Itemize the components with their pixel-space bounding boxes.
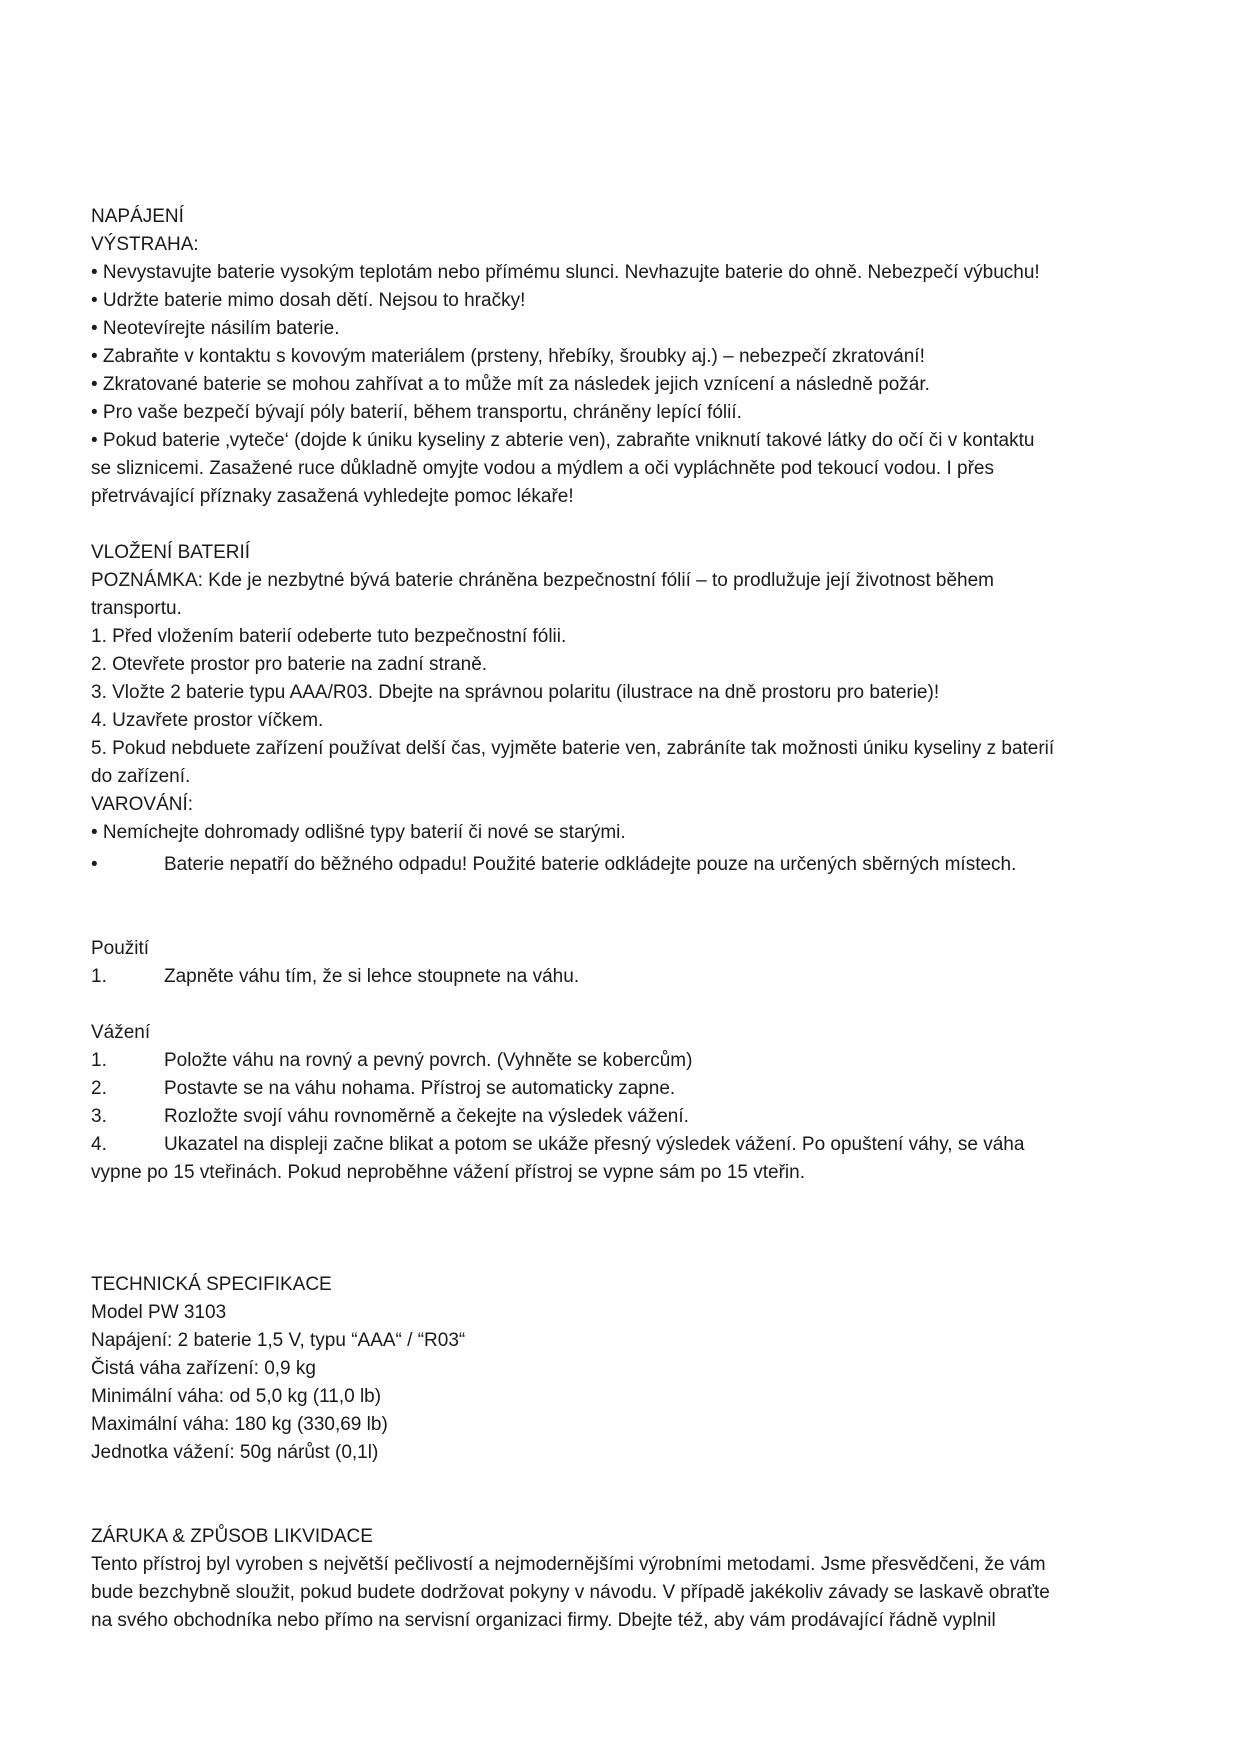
weighing-step-4-continuation: vypne po 15 vteřinách. Pokud neproběhne vážení přístroj se vypne sám po 15 vteřin. [91,1162,805,1183]
section-warranty-heading: ZÁRUKA & ZPŮSOB LIKVIDACE [91,1526,373,1547]
power-bullet: • Nevystavujte baterie vysokým teplotám nebo přímému slunci. Nevhazujte baterie do ohně. Nebezpečí výbuchu! [91,262,1040,283]
battery-step: 4. Uzavřete prostor víčkem. [91,710,324,731]
spacer [91,991,1161,1019]
spacer [91,1187,1161,1271]
power-bullet: • Udržte baterie mimo dosah dětí. Nejsou to hračky! [91,290,526,311]
step-text: Zapněte váhu tím, že si lehce stoupnete na váhu. [164,966,580,987]
battery-step-5-line: 5. Pokud nebduete zařízení používat delší čas, vyjměte baterie ven, zabráníte tak možnosti úniku kyseliny z baterií [91,738,1055,759]
power-bullet-leak-line: se sliznicemi. Zasažené ruce důkladně omyjte vodou a mýdlem a oči vypláchněte pod tekoucí vodou. I přes [91,458,994,479]
step-number: 2. [91,1078,107,1099]
weighing-step [91,1131,1161,1159]
step-number: 3. [91,1106,107,1127]
section-weighing-heading: Vážení [91,1022,151,1043]
step-number: 4. [91,1134,107,1155]
step-text: Ukazatel na displeji začne blikat a potom se ukáže přesný výsledek vážení. Po opuštení váhy, se váha [164,1134,1025,1155]
section-usage-heading: Použití [91,938,150,959]
battery-disposal-bullet [91,851,1161,879]
warranty-line: bude bezchybně sloužit, pokud budete dodržovat pokyny v návodu. V případě jakékoliv závady se laskavě obraťte [91,1582,1050,1603]
power-bullet: • Zkratované baterie se mohou zahřívat a to může mít za následek jejich vznícení a následně požár. [91,374,930,395]
spec-line: Maximální váha: 180 kg (330,69 lb) [91,1414,388,1435]
power-bullet: • Neotevírejte násilím baterie. [91,318,340,339]
section-warranty [91,1523,1161,1635]
warranty-line: Tento přístroj byl vyroben s největší pečlivostí a nejmodernějšími výrobními metodami. Jsme přesvědčeni, že vám [91,1554,1046,1575]
section-power-heading: NAPÁJENÍ [91,206,184,227]
spec-line: Napájení: 2 baterie 1,5 V, typu “AAA“ / “R03“ [91,1330,466,1351]
section-power [91,203,1161,511]
spacer [91,879,1161,935]
battery-note-line: transportu. [91,598,182,619]
step-text: Postavte se na váhu nohama. Přístroj se automaticky zapne. [164,1078,676,1099]
section-battery-heading: VLOŽENÍ BATERIÍ [91,542,251,563]
spec-line: Minimální váha: od 5,0 kg (11,0 lb) [91,1386,382,1407]
spec-line: Model PW 3103 [91,1302,227,1323]
spec-line: Jednotka vážení: 50g nárůst (0,1l) [91,1442,379,1463]
power-bullet-leak-line: přetrvávající příznaky zasažená vyhledejte pomoc lékaře! [91,486,574,507]
disposal-text: Baterie nepatří do běžného odpadu! Použité baterie odkládejte pouze na určených sběrných místech. [164,854,1017,875]
step-text: Rozložte svojí váhu rovnoměrně a čekejte na výsledek vážení. [164,1106,689,1127]
section-weighing [91,1019,1161,1187]
section-spec-heading: TECHNICKÁ SPECIFIKACE [91,1274,332,1295]
step-text: Položte váhu na rovný a pevný povrch. (Vyhněte se kobercům) [164,1050,693,1071]
usage-step [91,963,1161,991]
document-page [91,203,1161,1635]
weighing-step [91,1103,1161,1131]
spacer [91,511,1161,539]
bullet-marker: • [91,854,98,875]
battery-caution-bullet: • Nemíchejte dohromady odlišné typy baterií či nové se starými. [91,822,626,843]
warranty-line: na svého obchodníka nebo přímo na servisní organizaci firmy. Dbejte též, aby vám prodávající řádně vyplnil [91,1610,996,1631]
power-bullet-leak-line: • Pokud baterie ‚vyteče‘ (dojde k úniku kyseliny z abterie ven), zabraňte vniknutí takové látky do očí či v kontaktu [91,430,1035,451]
battery-step: 3. Vložte 2 baterie typu AAA/R03. Dbejte na správnou polaritu (ilustrace na dně prostoru pro baterie)! [91,682,940,703]
battery-note-line: POZNÁMKA: Kde je nezbytné bývá baterie chráněna bezpečnostní fólií – to prodlužuje její životnost během [91,570,995,591]
battery-step-5-line: do zařízení. [91,766,191,787]
power-bullet: • Zabraňte v kontaktu s kovovým materiálem (prsteny, hřebíky, šroubky aj.) – nebezpečí zkratování! [91,346,925,367]
weighing-step [91,1075,1161,1103]
power-warning-label: VÝSTRAHA: [91,234,199,255]
battery-caution-label: VAROVÁNÍ: [91,794,194,815]
spacer [91,1467,1161,1523]
power-bullet: • Pro vaše bezpečí bývají póly baterií, během transportu, chráněny lepící fólií. [91,402,742,423]
section-tech-spec [91,1271,1161,1467]
section-battery-insertion [91,539,1161,879]
step-number: 1. [91,1050,107,1071]
battery-step: 2. Otevřete prostor pro baterie na zadní straně. [91,654,488,675]
step-number: 1. [91,966,107,987]
weighing-step [91,1047,1161,1075]
battery-step: 1. Před vložením baterií odeberte tuto bezpečnostní fólii. [91,626,567,647]
section-usage [91,935,1161,991]
spec-line: Čistá váha zařízení: 0,9 kg [91,1358,316,1379]
